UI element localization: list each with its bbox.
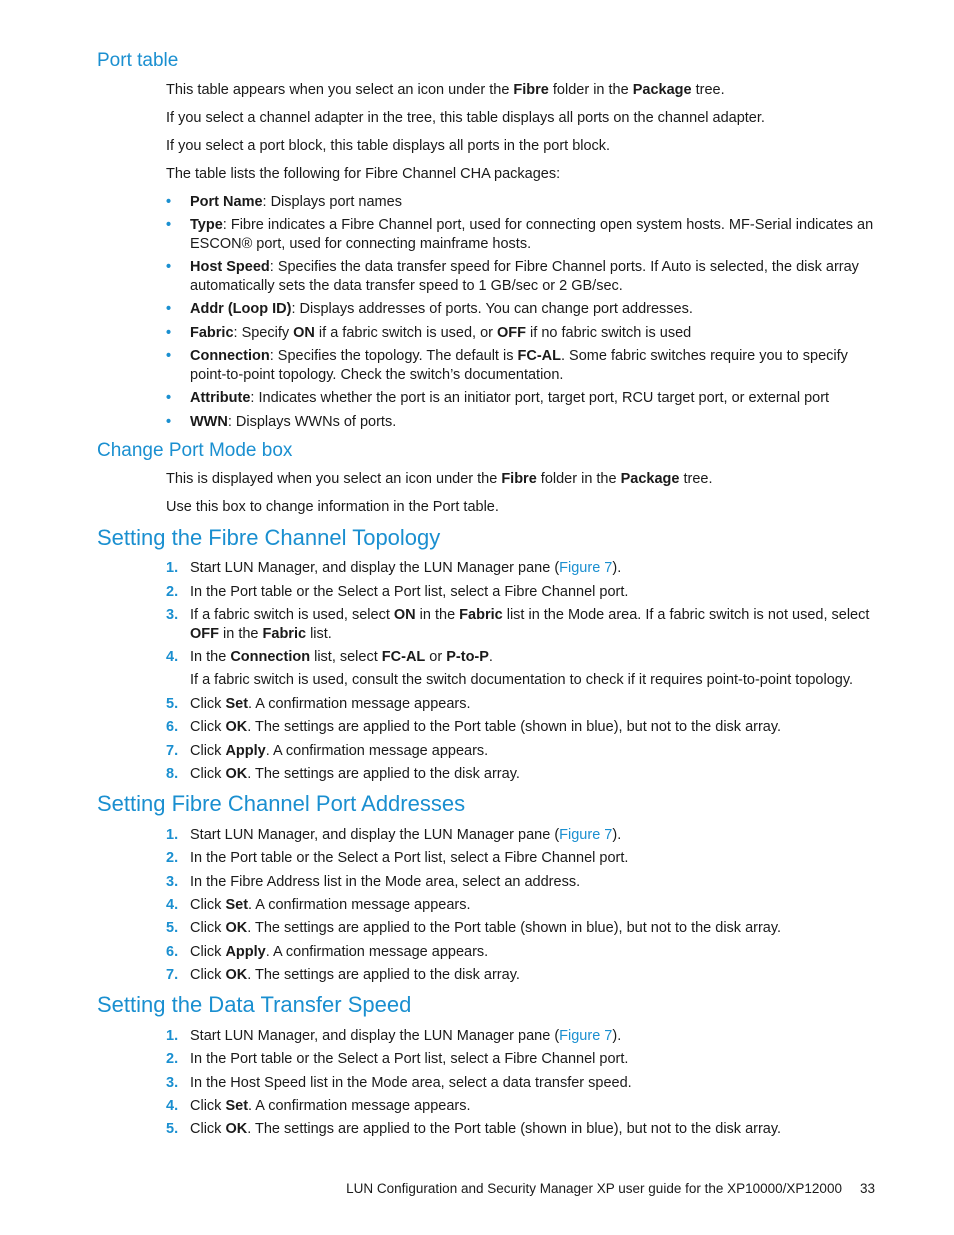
change-port-mode-usage: Use this box to change information in the Port table.	[166, 499, 499, 515]
bullet-icon: •	[166, 325, 172, 341]
page-number: 33	[859, 1181, 875, 1196]
heading-data-transfer-speed: Setting the Data Transfer Speed	[97, 992, 412, 1017]
port-table-intro: This table appears when you select an icon under the Fibre folder in the Package tree.	[166, 82, 725, 98]
change-port-mode-intro: This is displayed when you select an icon under the Fibre folder in the Package tree.	[166, 471, 713, 487]
figure-7-link[interactable]: Figure 7	[559, 560, 613, 576]
document-page: Port table This table appears when you select an icon under the Fibre folder in the Package tree. If you select a channel adapter in the tree, this table displays all ports on the channel adapter. If you select a port block, this table displays all ports in the port block. The table lists the following for Fibre Channel CHA packages: • Port Name: Displays port names • Type: Fibre indicates a Fibre Channel port, used for connecting open system hosts. MF-Serial indicates an ESCON® port, used for connecting mainframe hosts. • Host Speed: Specifies the data transfer speed for Fibre Channel ports. If Auto is selected, the disk array automatically sets the data transfer speed to 1 GB/sec or 2 GB/sec. • Addr (Loop ID): Displays addresses of ports. You can change port addresses. • Fabric: Specify ON if a fabric switch is used, or OFF if no fabric switch is used • Connection: Specifies the topology. The default is FC-AL. Some fabric switches require you to specify point-to-point topology. Check the switch’s documentation. • Attribute: Indicates whether the port is an initiator port, target port, RCU target port, or external port • WWN: Displays WWNs of ports. Change Port Mode box This is displayed when you select an icon under the Fibre folder in the Package tree. Use this box to change information in the Port table. Setting the Fibre Channel Topology 1. Start LUN Manager, and display the LUN Manager pane (Figure 7). 2. In the Port table or the Select a Port list, select a Fibre Channel port. 3. If a fabric switch is used, select ON in the Fabric list in the Mode area. If a fabric switch is not used, select OFF in the Fabric list. 4. In the Connection list, select FC-AL or P-to-P. If a fabric switch is used, consult the switch documentation to check if it requires point-to-point topology. 5. Click Set. A confirmation message appears. 6. Click OK. The settings are applied to the Port table (shown in blue), but not to the disk array. 7. Click Apply. A confirmation message appears. 8. Click OK. The settings are applied to the disk array. Setting Fibre Channel Port Addresses 1. Start LUN Manager, and display the LUN Manager pane (Figure 7). 2. In the Port table or the Select a Port list, select a Fibre Channel port. 3. In the Fibre Address list in the Mode area, select an address. 4. Click Set. A confirmation message appears. 5. Click OK. The settings are applied to the Port table (shown in blue), but not to the disk array. 6. Click Apply. A confirmation message appears. 7. Click OK. The settings are applied to the disk array. Setting the Data Transfer Speed 1. Start LUN Manager, and display the LUN Manager pane (Figure 7). 2. In the Port table or the Select a Port list, select a Fibre Channel port. 3. In the Host Speed list in the Mode area, select a data transfer speed. 4. Click Set. A confirmation message appears. 5. Click OK. The settings are applied to the Port table (shown in blue), but not to the disk array. LUN Configuration and Security Manager XP user guide for the XP10000/XP12000 33	[0, 0, 954, 1235]
bullet-icon: •	[166, 259, 172, 275]
heading-change-port-mode: Change Port Mode box	[97, 440, 293, 461]
bullet-icon: •	[166, 301, 172, 317]
page-footer	[260, 1180, 875, 1198]
figure-7-link[interactable]: Figure 7	[559, 827, 613, 843]
bullet-icon: •	[166, 217, 172, 233]
bullet-icon: •	[166, 348, 172, 364]
bullet-icon: •	[166, 390, 172, 406]
bullet-icon: •	[166, 194, 172, 210]
port-table-list-intro: The table lists the following for Fibre Channel CHA packages:	[166, 166, 561, 182]
port-table-channel-adapter-text: If you select a channel adapter in the tree, this table displays all ports on the channel adapter.	[166, 110, 765, 126]
footer-title: LUN Configuration and Security Manager XP user guide for the XP10000/XP12000	[346, 1181, 842, 1196]
heading-port-table: Port table	[97, 50, 179, 71]
heading-port-addresses: Setting Fibre Channel Port Addresses	[97, 791, 466, 816]
figure-7-link[interactable]: Figure 7	[559, 1028, 613, 1044]
port-table-port-block-text: If you select a port block, this table displays all ports in the port block.	[166, 138, 611, 154]
topology-step-4-note: If a fabric switch is used, consult the switch documentation to check if it requires point-to-point topology.	[190, 672, 854, 688]
heading-fibre-channel-topology: Setting the Fibre Channel Topology	[97, 525, 441, 550]
bullet-icon: •	[166, 414, 172, 430]
